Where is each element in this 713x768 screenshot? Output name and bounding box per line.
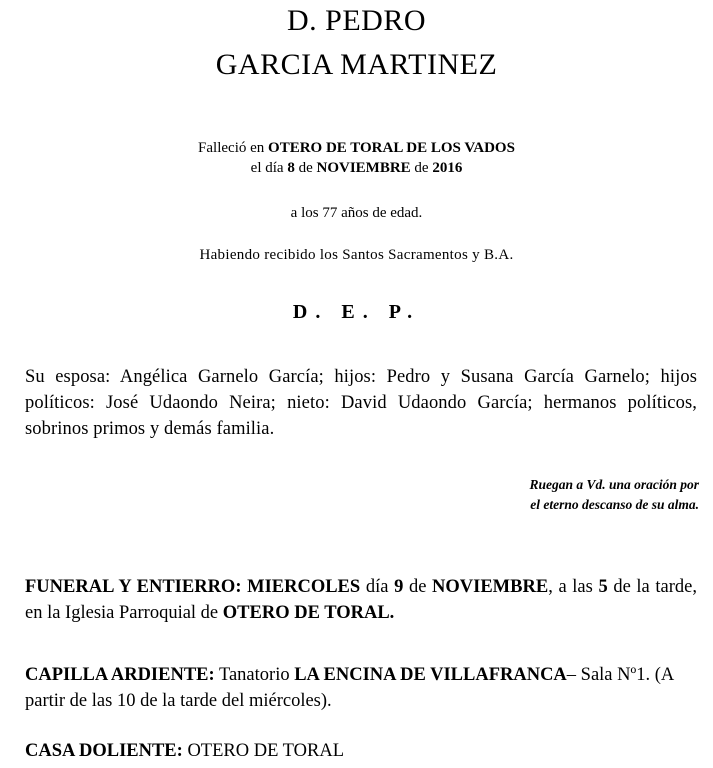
mourning-house-label: CASA DOLIENTE: (25, 741, 183, 761)
deceased-name-line-2: GARCIA MARTINEZ (215, 48, 498, 81)
death-place: OTERO DE TORAL DE LOS VADOS (268, 140, 515, 156)
dep-heading: D. E. P. (292, 301, 421, 323)
age-line: a los 77 años de edad. (290, 205, 423, 221)
funeral-month: NOVIEMBRE (432, 577, 549, 597)
date-de-1: de (294, 160, 317, 176)
date-de-2: de (410, 160, 433, 176)
funeral-paragraph (25, 574, 697, 626)
funeral-hour: 5 (598, 577, 608, 597)
funeral-label: FUNERAL Y ENTIERRO: MIERCOLES (25, 577, 361, 597)
date-prefix: el día (250, 160, 288, 176)
prayer-request (529, 475, 699, 515)
mourning-house-line (25, 738, 697, 764)
fallecio-prefix: Falleció en (198, 140, 269, 156)
funeral-place: OTERO DE TORAL. (222, 603, 395, 623)
chapel-place: LA ENCINA DE VILLAFRANCA (294, 665, 567, 685)
deceased-name-line-1: D. PEDRO (286, 4, 426, 37)
chapel-text-1: Tanatorio (214, 665, 295, 685)
chapel-text-2: – Sala Nº1. (A partir de las 10 de la tarde del miércoles). (25, 665, 674, 711)
funeral-text-3: , a las (548, 577, 599, 597)
funeral-text-1: día (360, 577, 395, 597)
funeral-text-4: de la tarde, en la Iglesia Parroquial de (25, 577, 697, 623)
death-date-line (0, 160, 713, 177)
funeral-text-2: de (403, 577, 433, 597)
chapel-label: CAPILLA ARDIENTE: (25, 665, 215, 685)
prayer-line-2: el eterno descanso de su alma. (530, 497, 699, 512)
chapel-paragraph (25, 662, 697, 714)
death-year: 2016 (432, 160, 463, 176)
sacraments-line: Habiendo recibido los Santos Sacramentos y B.A. (199, 247, 514, 263)
family-paragraph: Su esposa: Angélica Garnelo García; hijos: Pedro y Susana García Garnelo; hijos políticos: José Udaondo Neira; nieto: David Udaondo García; hermanos políticos, sobrinos primos y demás familia. (25, 367, 697, 439)
prayer-line-1: Ruegan a Vd. una oración por (529, 477, 699, 492)
funeral-day: 9 (394, 577, 404, 597)
mourning-house-value: OTERO DE TORAL (182, 741, 345, 761)
death-place-line (0, 140, 713, 157)
death-day: 8 (287, 160, 295, 176)
death-month: NOVIEMBRE (316, 160, 411, 176)
